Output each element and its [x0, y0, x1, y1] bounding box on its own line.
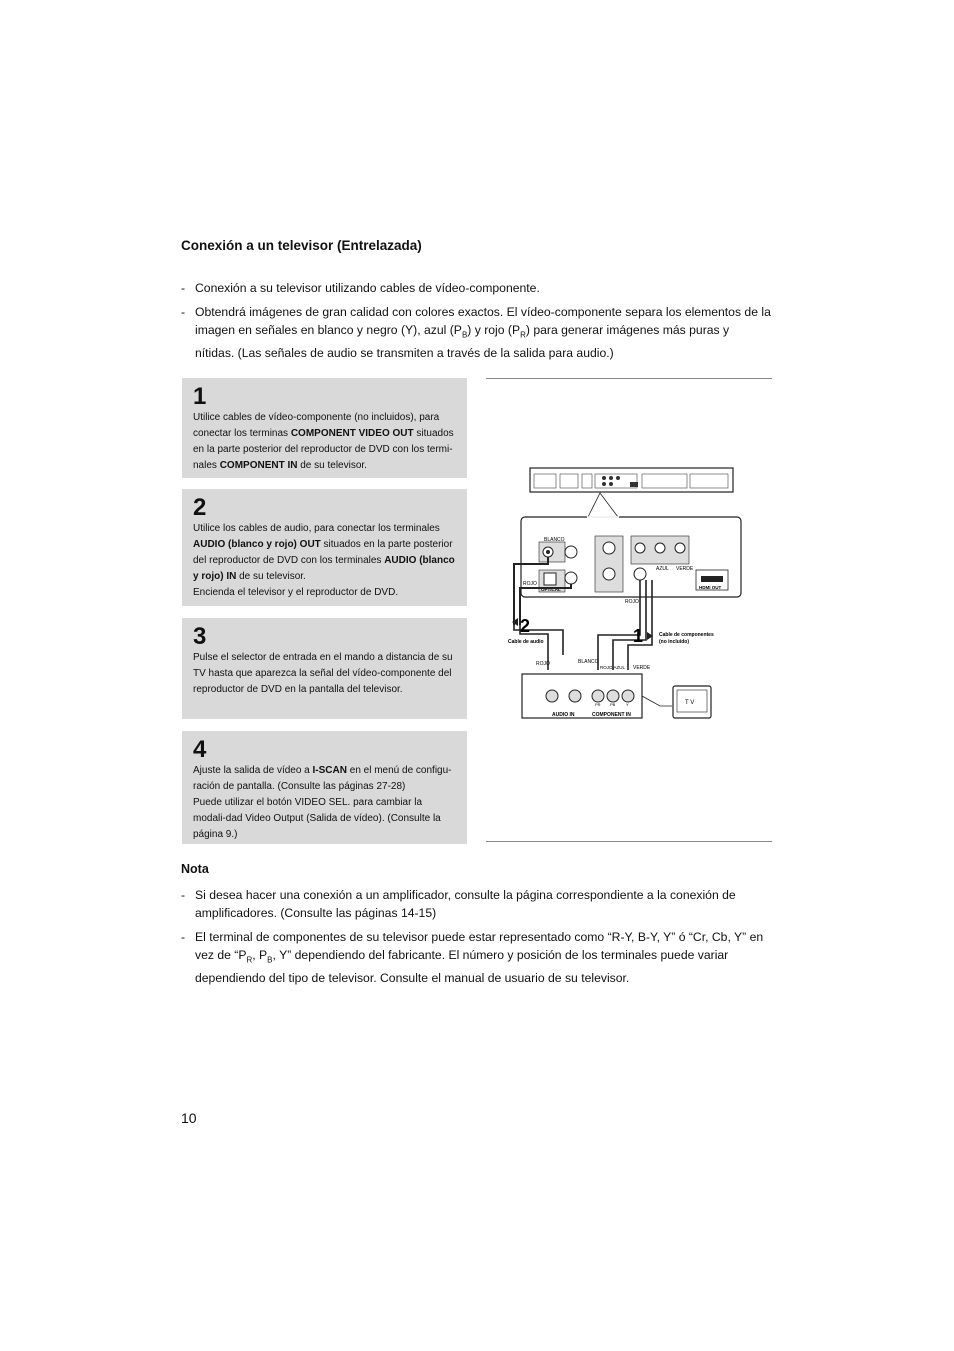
label-azul: AZUL	[656, 566, 669, 572]
jack	[602, 482, 606, 486]
tv-component-jack	[622, 690, 634, 702]
callout-pointer	[588, 493, 618, 517]
intro-item: - Obtendrá imágenes de gran calidad con colores exactos. El vídeo-componente separa los elementos de la imagen en señales en blanco y negro (Y), azul $(P_B)$ y rojo $(P_R)$ para generar imágenes más puras y nítidas. (Las señales de audio se transmiten a través de la salida para audio.)	[181, 305, 771, 361]
label-hdmi-out: HDMI OUT	[699, 585, 722, 590]
text: Utilice los cables de audio, para conectar los terminales	[193, 523, 440, 534]
divider-bottom	[486, 841, 772, 842]
text: situados en la parte posterior del reproductor de DVD con los termi-nales	[193, 428, 454, 471]
notes-list	[181, 886, 771, 987]
hdmi-slot	[701, 576, 723, 582]
audio-jack-red	[565, 546, 577, 558]
jack-core	[546, 550, 550, 554]
label-rojo: ROJO	[523, 581, 537, 587]
bold-text: COMPONENT VIDEO OUT	[290, 428, 414, 439]
intro-text: ) para generar imágenes más puras y nítidas. (Las señales de audio se transmiten a través de la salida para audio.)	[195, 323, 730, 361]
jack	[609, 482, 613, 486]
label-y: Y	[626, 702, 629, 707]
label-pr: PR	[595, 702, 601, 707]
section-title: Conexión a un televisor (Entrelazada)	[181, 238, 422, 253]
subscript: B	[461, 330, 468, 340]
step-4-box	[182, 731, 467, 844]
audio-jack-red-2	[565, 572, 577, 584]
note-item: - Si desea hacer una conexión a un amplificador, consulte la página correspondiente a la conexión de amplificadores. (Consulte las páginas 14-15)	[181, 888, 736, 920]
label-optical: OPTICAL	[541, 587, 561, 592]
video-jack	[603, 542, 615, 554]
step-3-box	[182, 618, 467, 719]
step-2-box	[182, 489, 467, 606]
note-text: , Y” dependiendo del fabricante. El número y posición de los terminales puede variar dependiendo del tipo de televisor. Consulte el manual de usuario de su televisor.	[195, 948, 729, 986]
note-text: , P	[252, 948, 268, 962]
label-rojo-bottom: ROJO	[536, 661, 550, 667]
label-audio-in: AUDIO IN	[552, 712, 575, 718]
nota-title: Nota	[181, 862, 209, 876]
step-text	[193, 410, 457, 474]
tv-component-jack	[607, 690, 619, 702]
text: Ajuste la salida de vídeo a	[193, 765, 313, 776]
note-text: Si desea hacer una conexión a un amplificador, consulte la página correspondiente a la conexión de amplificadores. (Consulte las páginas 14-15)	[195, 888, 736, 920]
divider-top	[486, 378, 772, 379]
text: en el menú de configu-ración de pantalla. (Consulte las páginas 27-28)	[193, 765, 452, 792]
text: de su televisor.	[236, 571, 306, 582]
step-text	[193, 521, 457, 585]
tv-audio-jack	[546, 690, 558, 702]
diagram-step-2: 2	[520, 616, 531, 636]
bold-text: COMPONENT IN	[219, 460, 298, 471]
video-jack	[603, 568, 615, 580]
label-blanco: BLANCO	[544, 537, 565, 543]
step-number: 2	[193, 494, 207, 521]
label-pb: PB	[610, 702, 616, 707]
component-jack	[634, 568, 646, 580]
component-jack	[675, 543, 685, 553]
component-jack	[635, 543, 645, 553]
subscript: R	[246, 955, 253, 965]
diagram-step-1: 1	[633, 626, 644, 646]
label-verde: VERDE	[676, 566, 694, 572]
text: de su televisor.	[297, 460, 367, 471]
connection-diagram	[500, 460, 760, 730]
bold-text: I-SCAN	[312, 765, 347, 776]
label-rojo-comp: ROJO	[625, 599, 639, 605]
intro-item: - Conexión a su televisor utilizando cables de vídeo-componente.	[181, 281, 540, 295]
component-jack	[655, 543, 665, 553]
page-number: 10	[181, 1110, 197, 1126]
step-number: 4	[193, 736, 207, 763]
jack	[602, 476, 606, 480]
step-text: Pulse el selector de entrada en el mando a distancia de su TV hasta que aparezca la señal del vídeo-componente del reproductor de DVD en la pantalla del televisor.	[193, 652, 453, 695]
bold-text: AUDIO (blanco y rojo) IN	[193, 555, 455, 582]
subscript: B	[267, 955, 273, 965]
tv-component-jack	[592, 690, 604, 702]
jack	[609, 476, 613, 480]
tv-audio-jack	[569, 690, 581, 702]
label-tv: T V	[685, 700, 695, 706]
note-item: - El terminal de componentes de su televisor puede estar representado como “R-Y, B-Y, Y” ó “Cr, Cb, Y” en vez de “$P_R$, $P_B$, Y” dependiendo del fabricante. El número y posición de los terminales puede variar dependiendo del tipo de televisor. Consulte el manual de usuario de su televisor.	[181, 930, 764, 986]
tv-pointer	[642, 696, 672, 706]
step-number: 3	[193, 623, 207, 650]
label-rojo-azul: ROJO AZUL	[600, 665, 626, 670]
label-blanco-bottom: BLANCO	[578, 659, 599, 665]
text: situados en la parte posterior del reproductor de DVD con los terminales	[193, 539, 453, 566]
step-number: 1	[193, 383, 207, 410]
subscript: R	[520, 330, 526, 340]
step-text-extra: Encienda el televisor y el reproductor de DVD.	[193, 587, 399, 598]
port	[630, 482, 638, 487]
intro-text: Conexión a su televisor utilizando cables de vídeo-componente.	[195, 281, 540, 295]
label-component-in: COMPONENT IN	[592, 712, 631, 718]
text: Utilice cables de vídeo-componente (no incluidos), para conectar los terminas	[193, 412, 440, 439]
jack	[616, 476, 620, 480]
intro-text: ) y rojo (P	[467, 323, 521, 337]
label-cable-comp-1: Cable de componentes	[659, 632, 714, 638]
step-text-extra: Puede utilizar el botón VIDEO SEL. para cambiar la modali-dad Video Output (Salida de vídeo). (Consulte la página 9.)	[193, 797, 441, 840]
step-1-box	[182, 378, 467, 478]
label-cable-audio: Cable de audio	[508, 639, 544, 645]
note-text: El terminal de componentes de su televisor puede estar representado como “R-Y, B-Y, Y” ó “Cr, Cb, Y” en vez de “P	[195, 930, 764, 962]
label-verde-bottom: VERDE	[633, 665, 651, 671]
intro-text: Obtendrá imágenes de gran calidad con colores exactos. El vídeo-componente separa los elementos de la imagen en señales en blanco y negro (Y), azul (P	[195, 305, 771, 337]
intro-list	[181, 279, 771, 362]
step-text	[193, 763, 457, 795]
dvd-player	[530, 468, 733, 492]
bold-text: AUDIO (blanco y rojo) OUT	[193, 539, 321, 550]
optical-port	[544, 573, 556, 585]
label-cable-comp-2: (no incluido)	[659, 639, 689, 645]
